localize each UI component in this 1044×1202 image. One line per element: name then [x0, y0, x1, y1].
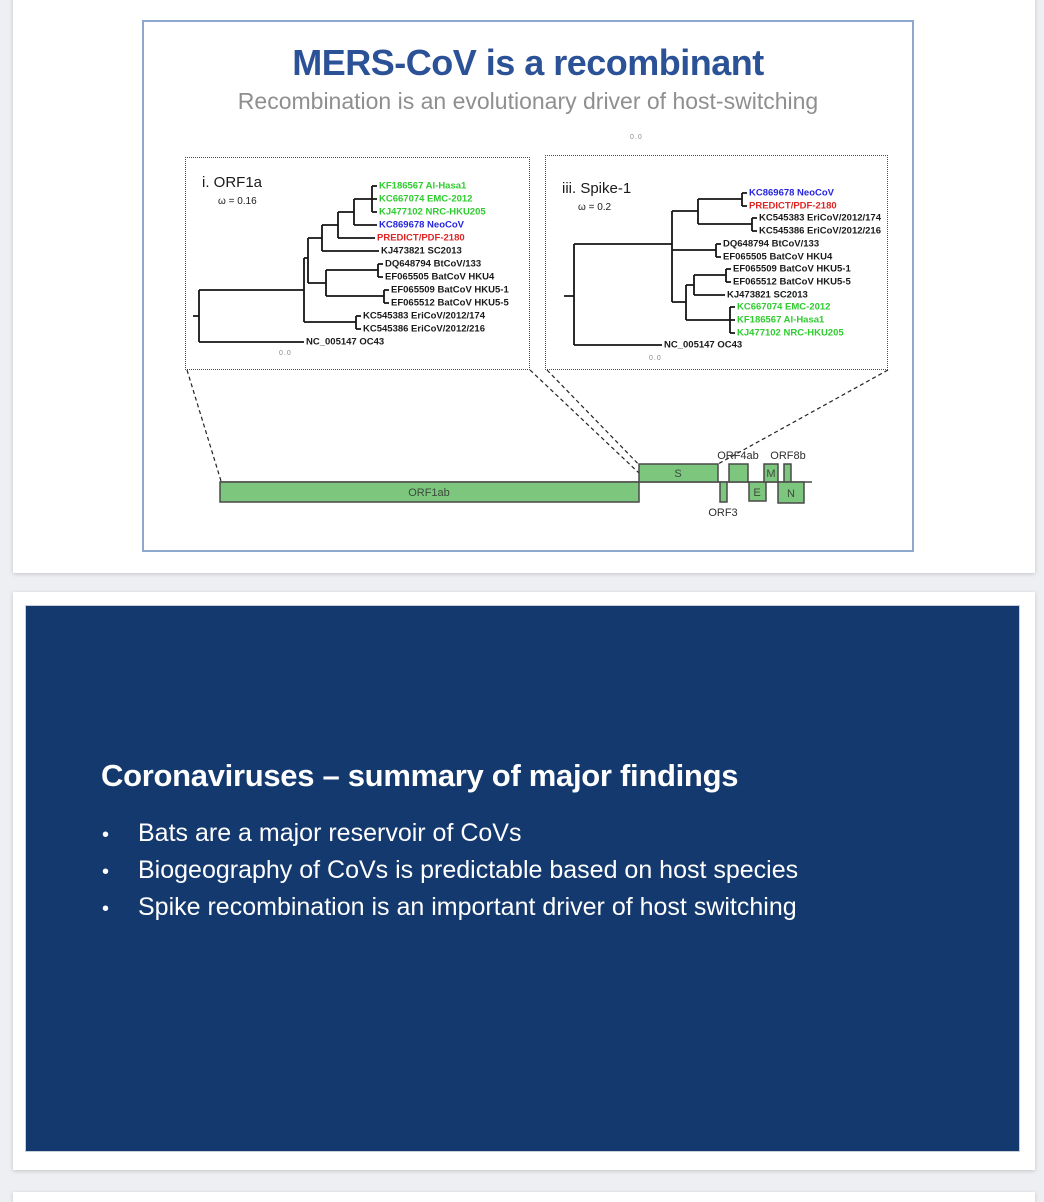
- taxon-label: EF065509 BatCoV HKU5-1: [733, 263, 851, 275]
- bullet-text: Spike recombination is an important driver of host switching: [138, 893, 797, 921]
- orf3-segment: [720, 482, 727, 502]
- taxon-label: EF065512 BatCoV HKU5-5: [391, 297, 509, 309]
- bullet-icon: •: [102, 824, 110, 846]
- taxon-label: KC869678 NeoCoV: [379, 219, 465, 231]
- taxon-label: KJ473821 SC2013: [381, 245, 462, 257]
- taxon-label: PREDICT/PDF-2180: [749, 200, 837, 212]
- taxon-label: KJ473821 SC2013: [727, 289, 808, 301]
- taxon-label: KF186567 Al-Hasa1: [379, 180, 467, 192]
- bullet-item: [102, 853, 798, 890]
- scale-bar-label: 0.0: [279, 350, 292, 357]
- bullet-text: Biogeography of CoVs is predictable based on host species: [138, 856, 799, 884]
- slide1-subtitle: Recombination is an evolutionary driver of host-switching: [237, 88, 819, 114]
- taxon-label: NC_005147 OC43: [306, 336, 385, 348]
- slide-page-1: [13, 0, 1035, 573]
- scale-bar-label: 0.0: [630, 134, 643, 141]
- bullet-icon: •: [102, 898, 110, 920]
- taxon-label: DQ648794 BtCoV/133: [723, 238, 820, 250]
- slide1-title: MERS-CoV is a recombinant: [292, 42, 764, 83]
- orf4ab-label: ORF4ab: [717, 450, 759, 462]
- slide2-title: Coronaviruses – summary of major findings: [101, 758, 739, 793]
- bullet-item: [102, 816, 798, 853]
- s-label: S: [674, 468, 682, 480]
- taxon-label: KC545383 EriCoV/2012/174: [363, 310, 485, 322]
- bullet-text: Bats are a major reservoir of CoVs: [138, 819, 522, 847]
- taxon-label: KJ477102 NRC-HKU205: [379, 206, 486, 218]
- taxon-label: EF065505 BatCoV HKU4: [385, 271, 495, 283]
- tree-panel-orf1a: [185, 157, 530, 370]
- taxon-label: KC545386 EriCoV/2012/216: [759, 225, 881, 237]
- panel-omega-spike1: ω = 0.2: [578, 202, 612, 213]
- taxon-label: PREDICT/PDF-2180: [377, 232, 465, 244]
- taxon-label: KC545386 EriCoV/2012/216: [363, 323, 485, 335]
- genome-map-figure: [202, 447, 892, 525]
- taxon-label: KC869678 NeoCoV: [749, 187, 835, 199]
- bullet-icon: •: [102, 861, 110, 883]
- scale-bar-label: 0.0: [649, 355, 662, 362]
- orf4ab-segment: [729, 464, 748, 482]
- taxon-label: EF065512 BatCoV HKU5-5: [733, 276, 851, 288]
- bullet-item: [102, 890, 798, 927]
- taxon-label: KF186567 Al-Hasa1: [737, 314, 825, 326]
- tree-panel-spike1: [545, 155, 888, 370]
- orf1ab-label: ORF1ab: [408, 487, 450, 499]
- taxon-label: KJ477102 NRC-HKU205: [737, 327, 844, 339]
- taxon-label: KC667074 EMC-2012: [379, 193, 473, 205]
- slide1-frame: [142, 20, 914, 552]
- n-label: N: [787, 488, 795, 500]
- panel-omega-orf1a: ω = 0.16: [218, 196, 257, 207]
- taxon-label: EF065509 BatCoV HKU5-1: [391, 284, 509, 296]
- taxon-label: KC545383 EriCoV/2012/174: [759, 212, 881, 224]
- taxon-label: EF065505 BatCoV HKU4: [723, 251, 833, 263]
- slide2-bullet-list: [102, 816, 798, 927]
- slide-page-2: [13, 592, 1035, 1170]
- panel-name-orf1a: i. ORF1a: [202, 174, 263, 191]
- orf8b-label: ORF8b: [770, 450, 806, 462]
- taxon-label: DQ648794 BtCoV/133: [385, 258, 482, 270]
- m-label: M: [766, 468, 776, 480]
- slide2-background: [25, 605, 1020, 1152]
- taxon-label: KC667074 EMC-2012: [737, 301, 831, 313]
- orf8b-segment: [784, 464, 791, 482]
- slide-page-3: [13, 1192, 1035, 1202]
- e-label: E: [753, 487, 761, 499]
- orf3-label: ORF3: [708, 507, 738, 519]
- panel-name-spike1: iii. Spike-1: [562, 180, 632, 197]
- taxon-label: NC_005147 OC43: [664, 339, 743, 351]
